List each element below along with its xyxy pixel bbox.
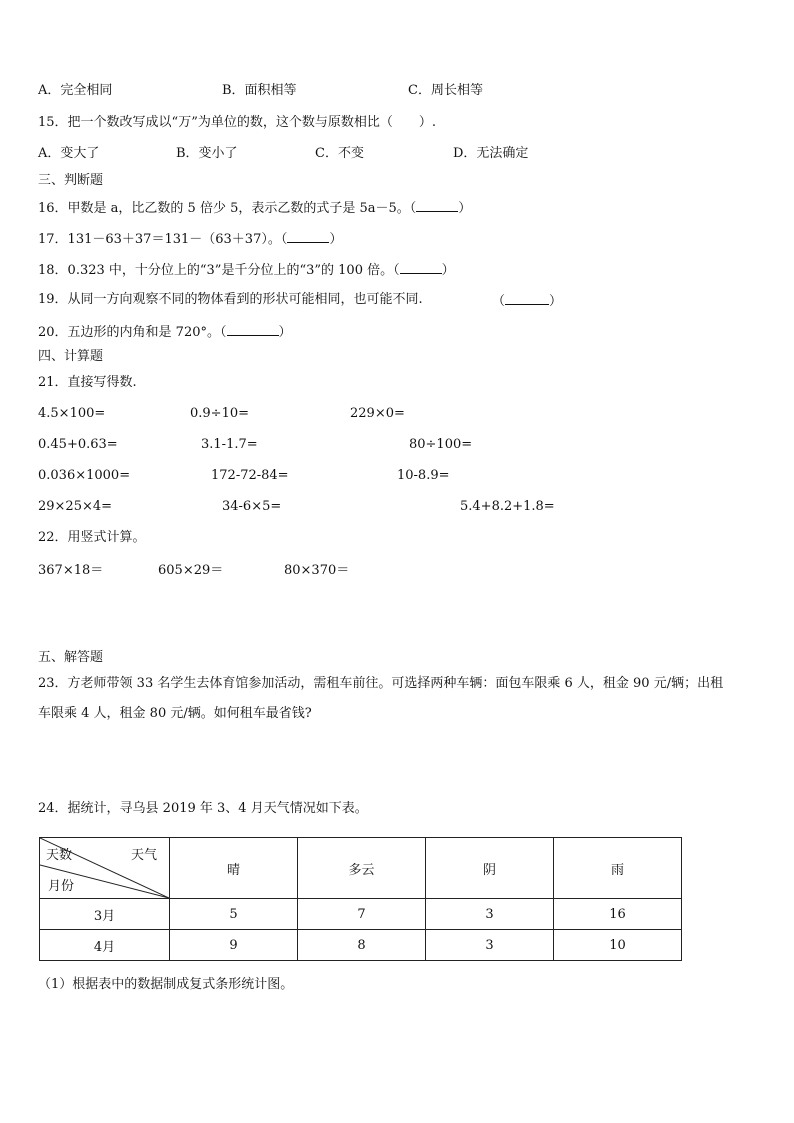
header-weather-label: 天气 bbox=[130, 848, 157, 863]
row-month: 4月 bbox=[40, 930, 170, 961]
judge-text: 18．0.323 中，十分位上的“3”是千分位上的“3”的 100 倍。（ bbox=[38, 263, 400, 278]
judge-text: 17．131－63＋37＝131－（63＋37）。（ bbox=[38, 232, 288, 247]
table-cell: 16 bbox=[554, 899, 682, 930]
q24-sub-question-1: （1）根据表中的数据制成复式条形统计图。 bbox=[38, 977, 294, 992]
diagonal-header-cell bbox=[40, 838, 170, 899]
q22-title: 22．用竖式计算。 bbox=[38, 530, 146, 545]
q15-question: 15．把一个数改写成以“万”为单位的数，这个数与原数相比（ ）. bbox=[38, 115, 436, 130]
table-cell: 3 bbox=[426, 930, 554, 961]
table-cell: 3 bbox=[426, 899, 554, 930]
q15-option-a: A．变大了 bbox=[38, 146, 100, 161]
calc-item: 29×25×4= bbox=[38, 499, 113, 514]
judge-close: ） bbox=[549, 294, 563, 309]
table-header-row bbox=[40, 838, 682, 899]
section-title-answer: 五、解答题 bbox=[38, 650, 104, 665]
table-cell: 7 bbox=[298, 899, 426, 930]
vertical-calc-item: 80×370＝ bbox=[284, 563, 350, 578]
answer-blank[interactable] bbox=[227, 323, 279, 336]
calc-item: 5.4+8.2+1.8= bbox=[460, 499, 555, 514]
judge-close: ） bbox=[441, 263, 455, 278]
row-month: 3月 bbox=[40, 899, 170, 930]
q14-option-c: C．周长相等 bbox=[408, 83, 483, 98]
judge-item-16 bbox=[38, 199, 471, 217]
q23-line-2: 车限乘 4 人，租金 80 元/辆。如何租车最省钱? bbox=[38, 706, 312, 721]
calc-item: 34-6×5= bbox=[222, 499, 282, 514]
judge-item-18 bbox=[38, 261, 455, 279]
vertical-calc-item: 605×29＝ bbox=[158, 563, 224, 578]
table-row bbox=[40, 899, 682, 930]
judge-close: ） bbox=[329, 232, 343, 247]
judge-text: 19．从同一方向观察不同的物体看到的形状可能相同，也可能不同. bbox=[38, 292, 423, 307]
q14-option-b: B．面积相等 bbox=[222, 83, 297, 98]
table-cell: 9 bbox=[170, 930, 298, 961]
calc-item: 0.9÷10= bbox=[190, 406, 250, 421]
column-header: 晴 bbox=[170, 838, 298, 899]
judge-item-17 bbox=[38, 230, 342, 248]
calc-item: 0.036×1000= bbox=[38, 468, 131, 483]
judge-text: 20．五边形的内角和是 720°。（ bbox=[38, 325, 227, 340]
q15-option-c: C．不变 bbox=[315, 146, 364, 161]
table-cell: 10 bbox=[554, 930, 682, 961]
column-header: 多云 bbox=[298, 838, 426, 899]
calc-item: 229×0= bbox=[350, 406, 405, 421]
calc-item: 4.5×100= bbox=[38, 406, 106, 421]
weather-table bbox=[39, 837, 682, 961]
q21-title: 21．直接写得数. bbox=[38, 375, 137, 390]
q24-title: 24．据统计，寻乌县 2019 年 3、4 月天气情况如下表。 bbox=[38, 801, 368, 816]
header-month-label: 月份 bbox=[48, 879, 75, 894]
judge-item-20 bbox=[38, 323, 292, 341]
calc-item: 0.45+0.63= bbox=[38, 437, 118, 452]
table-cell: 8 bbox=[298, 930, 426, 961]
calc-item: 80÷100= bbox=[409, 437, 473, 452]
answer-blank[interactable] bbox=[287, 230, 329, 243]
q15-option-b: B．变小了 bbox=[176, 146, 238, 161]
judge-open: （ bbox=[492, 294, 506, 309]
judge-close: ） bbox=[278, 325, 292, 340]
q15-option-d: D．无法确定 bbox=[453, 146, 529, 161]
answer-blank[interactable] bbox=[400, 261, 442, 274]
vertical-calc-item: 367×18＝ bbox=[38, 563, 104, 578]
section-title-calc: 四、计算题 bbox=[38, 349, 104, 364]
q14-option-a: A．完全相同 bbox=[38, 83, 113, 98]
table-row bbox=[40, 930, 682, 961]
calc-item: 3.1-1.7= bbox=[201, 437, 258, 452]
judge-item-19 bbox=[38, 292, 423, 308]
table-cell: 5 bbox=[170, 899, 298, 930]
answer-blank[interactable] bbox=[416, 199, 458, 212]
judge-text: 16．甲数是 a，比乙数的 5 倍少 5，表示乙数的式子是 5a－5。（ bbox=[38, 201, 417, 216]
section-title-judge: 三、判断题 bbox=[38, 173, 104, 188]
answer-blank[interactable] bbox=[505, 292, 549, 305]
q23-line-1: 23．方老师带领 33 名学生去体育馆参加活动，需租车前往。可选择两种车辆：面包车限乘 6 人，租金 90 元/辆；出租 bbox=[38, 676, 724, 691]
judge-item-19-answer bbox=[492, 292, 562, 310]
column-header: 阴 bbox=[426, 838, 554, 899]
column-header: 雨 bbox=[554, 838, 682, 899]
header-days-label: 天数 bbox=[46, 848, 73, 863]
calc-item: 172-72-84= bbox=[211, 468, 289, 483]
judge-close: ） bbox=[458, 201, 472, 216]
calc-item: 10-8.9= bbox=[397, 468, 450, 483]
